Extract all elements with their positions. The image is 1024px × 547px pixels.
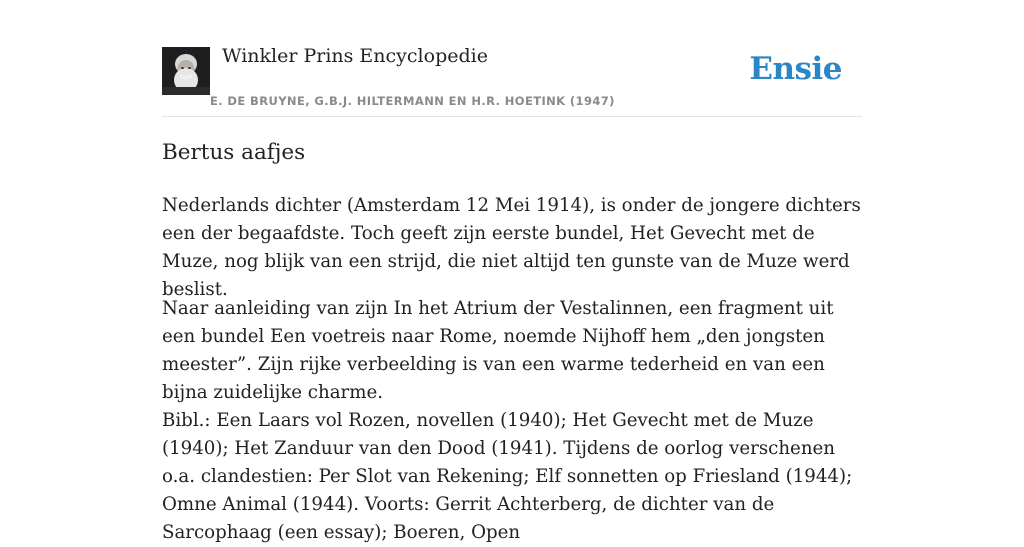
authors-line: E. DE BRUYNE, G.B.J. HILTERMANN EN H.R. HOETINK (1947) <box>210 94 615 108</box>
article-paragraph: Bibl.: Een Laars vol Rozen, novellen (1940); Het Gevecht met de Muze (1940); Het Zanduur van den Dood (1941). Tijdens de oorlog verschenen o.a. clandestien: Per Slot van Rekening; Elf sonnetten op Friesland (1944); Omne Animal (1944). Voorts: Gerrit Achterberg, de dichter van de Sarcophaag (een essay); Boeren, Open <box>162 410 853 543</box>
portrait-image <box>162 47 210 95</box>
article-paragraph: Nederlands dichter (Amsterdam 12 Mei 1914), is onder de jongere dichters een der begaafdste. Toch geeft zijn eerste bundel, Het Gevecht met de Muze, nog blijk van een strijd, die niet altijd ten gunste van de Muze werd beslist. <box>162 195 861 300</box>
article-paragraph: Naar aanleiding van zijn In het Atrium der Vestalinnen, een fragment uit een bundel Een voetreis naar Rome, noemde Nijhoff hem „den jongsten meester”. Zijn rijke verbeelding is van een warme tederheid en van een bijna zuidelijke charme. <box>162 298 834 403</box>
header <box>162 0 862 117</box>
ensie-logo[interactable]: Ensie <box>749 51 842 87</box>
site-title[interactable]: Winkler Prins Encyclopedie <box>222 45 488 67</box>
content-container <box>162 0 862 543</box>
author-avatar <box>162 47 210 95</box>
article-title: Bertus aafjes <box>162 140 306 165</box>
